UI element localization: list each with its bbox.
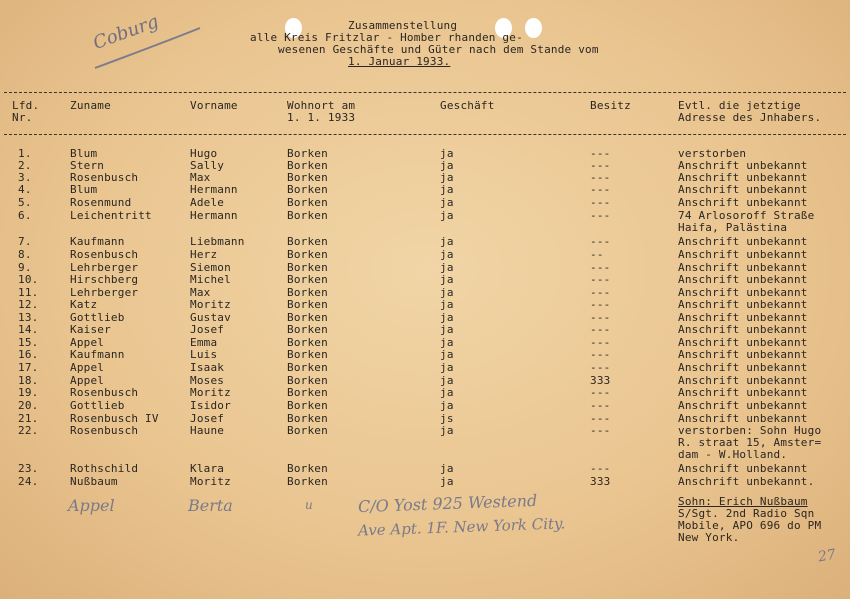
cell-wohnort: Borken: [287, 374, 328, 387]
cell-nr: 6.: [18, 209, 32, 222]
cell-zuname: Blum: [70, 147, 98, 160]
cell-nr: 13.: [18, 311, 39, 324]
handwritten-zuname: Appel: [68, 496, 115, 515]
cell-besitz: ---: [590, 171, 611, 184]
cell-besitz: ---: [590, 209, 611, 222]
cell-zuname: Blum: [70, 183, 98, 196]
handwritten-wohnort: u: [305, 498, 313, 512]
title-line1: Zusammenstellung: [348, 19, 458, 32]
cell-vorname: Josef: [190, 323, 225, 336]
stamp-handwriting: Coburg: [90, 11, 162, 54]
cell-vorname: Max: [190, 286, 211, 299]
cell-geschaeft: ja: [440, 311, 454, 324]
cell-adresse: Anschrift unbekannt: [678, 159, 808, 172]
cell-adresse3: dam - W.Holland.: [678, 448, 788, 461]
cell-wohnort: Borken: [287, 475, 328, 488]
cell-vorname: Sally: [190, 159, 225, 172]
cell-nr: 15.: [18, 336, 39, 349]
cell-nr: 7.: [18, 235, 32, 248]
cell-nr: 3.: [18, 171, 32, 184]
cell-geschaeft: ja: [440, 261, 454, 274]
cell-nr: 24.: [18, 475, 39, 488]
cell-besitz: ---: [590, 298, 611, 311]
title-date: 1. Januar 1933.: [348, 55, 451, 68]
cell-zuname: Rosenbusch: [70, 248, 139, 261]
cell-geschaeft: ja: [440, 235, 454, 248]
cell-adresse: Anschrift unbekannt: [678, 386, 808, 399]
cell-besitz: ---: [590, 196, 611, 209]
cell-vorname: Klara: [190, 462, 225, 475]
cell-adresse: Anschrift unbekannt: [678, 196, 808, 209]
handwritten-adresse-2: Ave Apt. 1F. New York City.: [357, 514, 566, 540]
cell-adresse: Anschrift unbekannt: [678, 311, 808, 324]
cell-nr: 18.: [18, 374, 39, 387]
cell-besitz: ---: [590, 286, 611, 299]
header-zuname: Zuname: [70, 99, 111, 112]
cell-wohnort: Borken: [287, 286, 328, 299]
cell-geschaeft: ja: [440, 171, 454, 184]
cell-besitz: 333: [590, 475, 611, 488]
cell-wohnort: Borken: [287, 209, 328, 222]
cell-adresse: Anschrift unbekannt.: [678, 475, 815, 488]
cell-vorname: Moritz: [190, 298, 231, 311]
cell-wohnort: Borken: [287, 159, 328, 172]
cell-geschaeft: ja: [440, 399, 454, 412]
cell-adresse: Anschrift unbekannt: [678, 374, 808, 387]
cell-besitz: --: [590, 248, 604, 261]
cell-besitz: ---: [590, 159, 611, 172]
cell-vorname: Adele: [190, 196, 225, 209]
cell-nr: 2.: [18, 159, 32, 172]
cell-zuname: Lehrberger: [70, 286, 139, 299]
cell-vorname: Siemon: [190, 261, 231, 274]
cell-nr: 22.: [18, 424, 39, 437]
cell-geschaeft: ja: [440, 183, 454, 196]
cell-besitz: ---: [590, 336, 611, 349]
cell-besitz: ---: [590, 273, 611, 286]
row24-extra-2: S/Sgt. 2nd Radio Sqn: [678, 507, 815, 520]
cell-wohnort: Borken: [287, 399, 328, 412]
page-number: 27: [816, 546, 838, 566]
cell-geschaeft: ja: [440, 475, 454, 488]
cell-vorname: Emma: [190, 336, 218, 349]
cell-zuname: Appel: [70, 361, 105, 374]
cell-adresse: Anschrift unbekannt: [678, 323, 808, 336]
cell-wohnort: Borken: [287, 386, 328, 399]
row24-extra-1: Sohn: Erich Nußbaum: [678, 495, 808, 508]
cell-besitz: ---: [590, 399, 611, 412]
header-wohnort-1: Wohnort am: [287, 99, 356, 112]
cell-geschaeft: ja: [440, 386, 454, 399]
cell-wohnort: Borken: [287, 361, 328, 374]
header-lfd: Lfd.: [12, 99, 40, 112]
cell-nr: 8.: [18, 248, 32, 261]
cell-zuname: Kaufmann: [70, 348, 125, 361]
cell-adresse: Anschrift unbekannt: [678, 183, 808, 196]
stamp-strike: [90, 20, 210, 75]
cell-adresse: Anschrift unbekannt: [678, 273, 808, 286]
cell-besitz: ---: [590, 424, 611, 437]
cell-geschaeft: ja: [440, 286, 454, 299]
cell-adresse: verstorben: [678, 147, 747, 160]
cell-zuname: Lehrberger: [70, 261, 139, 274]
cell-zuname: Rosenbusch: [70, 171, 139, 184]
cell-nr: 16.: [18, 348, 39, 361]
cell-geschaeft: ja: [440, 159, 454, 172]
cell-adresse: Anschrift unbekannt: [678, 462, 808, 475]
cell-zuname: Hirschberg: [70, 273, 139, 286]
cell-wohnort: Borken: [287, 261, 328, 274]
cell-nr: 20.: [18, 399, 39, 412]
cell-vorname: Liebmann: [190, 235, 245, 248]
cell-adresse: Anschrift unbekannt: [678, 261, 808, 274]
header-rule-bottom: [4, 134, 846, 135]
cell-nr: 17.: [18, 361, 39, 374]
header-vorname: Vorname: [190, 99, 238, 112]
cell-besitz: ---: [590, 361, 611, 374]
header-wohnort-2: 1. 1. 1933: [287, 111, 356, 124]
cell-nr: 11.: [18, 286, 39, 299]
cell-geschaeft: ja: [440, 462, 454, 475]
cell-adresse: Anschrift unbekannt: [678, 235, 808, 248]
cell-nr: 21.: [18, 412, 39, 425]
cell-adresse: verstorben: Sohn Hugo: [678, 424, 822, 437]
cell-zuname: Nußbaum: [70, 475, 118, 488]
cell-zuname: Kaiser: [70, 323, 111, 336]
cell-adresse: Anschrift unbekannt: [678, 298, 808, 311]
cell-wohnort: Borken: [287, 196, 328, 209]
cell-adresse2: Haifa, Palästina: [678, 221, 788, 234]
cell-adresse2: R. straat 15, Amster=: [678, 436, 822, 449]
cell-wohnort: Borken: [287, 412, 328, 425]
cell-besitz: ---: [590, 462, 611, 475]
cell-wohnort: Borken: [287, 235, 328, 248]
title-line2: alle Kreis Fritzlar - Homber rhanden ge-: [250, 31, 523, 44]
cell-adresse: Anschrift unbekannt: [678, 399, 808, 412]
cell-zuname: Leichentritt: [70, 209, 152, 222]
cell-vorname: Haune: [190, 424, 225, 437]
cell-vorname: Moses: [190, 374, 225, 387]
row24-extra-3: Mobile, APO 696 do PM: [678, 519, 822, 532]
cell-wohnort: Borken: [287, 298, 328, 311]
punch-hole-right: [525, 18, 542, 38]
cell-geschaeft: ja: [440, 147, 454, 160]
cell-nr: 5.: [18, 196, 32, 209]
cell-vorname: Gustav: [190, 311, 231, 324]
cell-nr: 12.: [18, 298, 39, 311]
cell-zuname: Gottlieb: [70, 311, 125, 324]
cell-wohnort: Borken: [287, 248, 328, 261]
cell-geschaeft: js: [440, 412, 454, 425]
cell-zuname: Kaufmann: [70, 235, 125, 248]
cell-geschaeft: ja: [440, 273, 454, 286]
cell-wohnort: Borken: [287, 147, 328, 160]
cell-vorname: Herz: [190, 248, 218, 261]
cell-besitz: ---: [590, 147, 611, 160]
cell-vorname: Moritz: [190, 386, 231, 399]
cell-nr: 9.: [18, 261, 32, 274]
cell-nr: 1.: [18, 147, 32, 160]
cell-besitz: ---: [590, 386, 611, 399]
header-adresse-1: Evtl. die jetztige: [678, 99, 801, 112]
cell-zuname: Appel: [70, 374, 105, 387]
cell-besitz: ---: [590, 412, 611, 425]
cell-geschaeft: ja: [440, 374, 454, 387]
header-geschaeft: Geschäft: [440, 99, 495, 112]
cell-vorname: Hermann: [190, 209, 238, 222]
cell-besitz: ---: [590, 235, 611, 248]
cell-wohnort: Borken: [287, 323, 328, 336]
cell-wohnort: Borken: [287, 424, 328, 437]
cell-vorname: Hermann: [190, 183, 238, 196]
cell-geschaeft: ja: [440, 209, 454, 222]
cell-vorname: Michel: [190, 273, 231, 286]
cell-geschaeft: ja: [440, 361, 454, 374]
title-line3: wesenen Geschäfte und Güter nach dem Stande vom: [278, 43, 599, 56]
handwritten-vorname: Berta: [188, 496, 233, 515]
cell-nr: 14.: [18, 323, 39, 336]
cell-geschaeft: ja: [440, 298, 454, 311]
cell-geschaeft: ja: [440, 196, 454, 209]
handwritten-adresse-1: C/O Yost 925 Westend: [357, 490, 538, 517]
cell-wohnort: Borken: [287, 348, 328, 361]
cell-vorname: Isaak: [190, 361, 225, 374]
header-besitz: Besitz: [590, 99, 631, 112]
cell-wohnort: Borken: [287, 183, 328, 196]
cell-adresse: Anschrift unbekannt: [678, 348, 808, 361]
cell-adresse: Anschrift unbekannt: [678, 171, 808, 184]
cell-adresse: Anschrift unbekannt: [678, 286, 808, 299]
cell-zuname: Gottlieb: [70, 399, 125, 412]
cell-vorname: Luis: [190, 348, 218, 361]
cell-besitz: 333: [590, 374, 611, 387]
cell-nr: 4.: [18, 183, 32, 196]
cell-vorname: Isidor: [190, 399, 231, 412]
cell-vorname: Moritz: [190, 475, 231, 488]
row24-extra-4: New York.: [678, 531, 740, 544]
cell-wohnort: Borken: [287, 171, 328, 184]
cell-adresse: 74 Arlosoroff Straße: [678, 209, 815, 222]
cell-adresse: Anschrift unbekannt: [678, 361, 808, 374]
cell-wohnort: Borken: [287, 336, 328, 349]
header-adresse-2: Adresse des Jnhabers.: [678, 111, 822, 124]
cell-geschaeft: ja: [440, 424, 454, 437]
cell-besitz: ---: [590, 311, 611, 324]
cell-nr: 23.: [18, 462, 39, 475]
cell-geschaeft: ja: [440, 248, 454, 261]
cell-zuname: Rosenbusch: [70, 386, 139, 399]
cell-vorname: Josef: [190, 412, 225, 425]
cell-wohnort: Borken: [287, 462, 328, 475]
cell-wohnort: Borken: [287, 311, 328, 324]
cell-vorname: Max: [190, 171, 211, 184]
cell-besitz: ---: [590, 183, 611, 196]
cell-nr: 19.: [18, 386, 39, 399]
cell-wohnort: Borken: [287, 273, 328, 286]
header-rule-top: [4, 92, 846, 93]
cell-besitz: ---: [590, 348, 611, 361]
cell-besitz: ---: [590, 261, 611, 274]
cell-geschaeft: ja: [440, 336, 454, 349]
cell-zuname: Katz: [70, 298, 98, 311]
cell-zuname: Rosenbusch: [70, 424, 139, 437]
cell-zuname: Appel: [70, 336, 105, 349]
cell-zuname: Rothschild: [70, 462, 139, 475]
cell-geschaeft: ja: [440, 323, 454, 336]
cell-besitz: ---: [590, 323, 611, 336]
cell-adresse: Anschrift unbekannt: [678, 412, 808, 425]
cell-adresse: Anschrift unbekannt: [678, 336, 808, 349]
cell-zuname: Stern: [70, 159, 105, 172]
cell-nr: 10.: [18, 273, 39, 286]
header-nr: Nr.: [12, 111, 33, 124]
cell-vorname: Hugo: [190, 147, 218, 160]
cell-zuname: Rosenmund: [70, 196, 132, 209]
cell-adresse: Anschrift unbekannt: [678, 248, 808, 261]
cell-zuname: Rosenbusch IV: [70, 412, 159, 425]
cell-geschaeft: ja: [440, 348, 454, 361]
